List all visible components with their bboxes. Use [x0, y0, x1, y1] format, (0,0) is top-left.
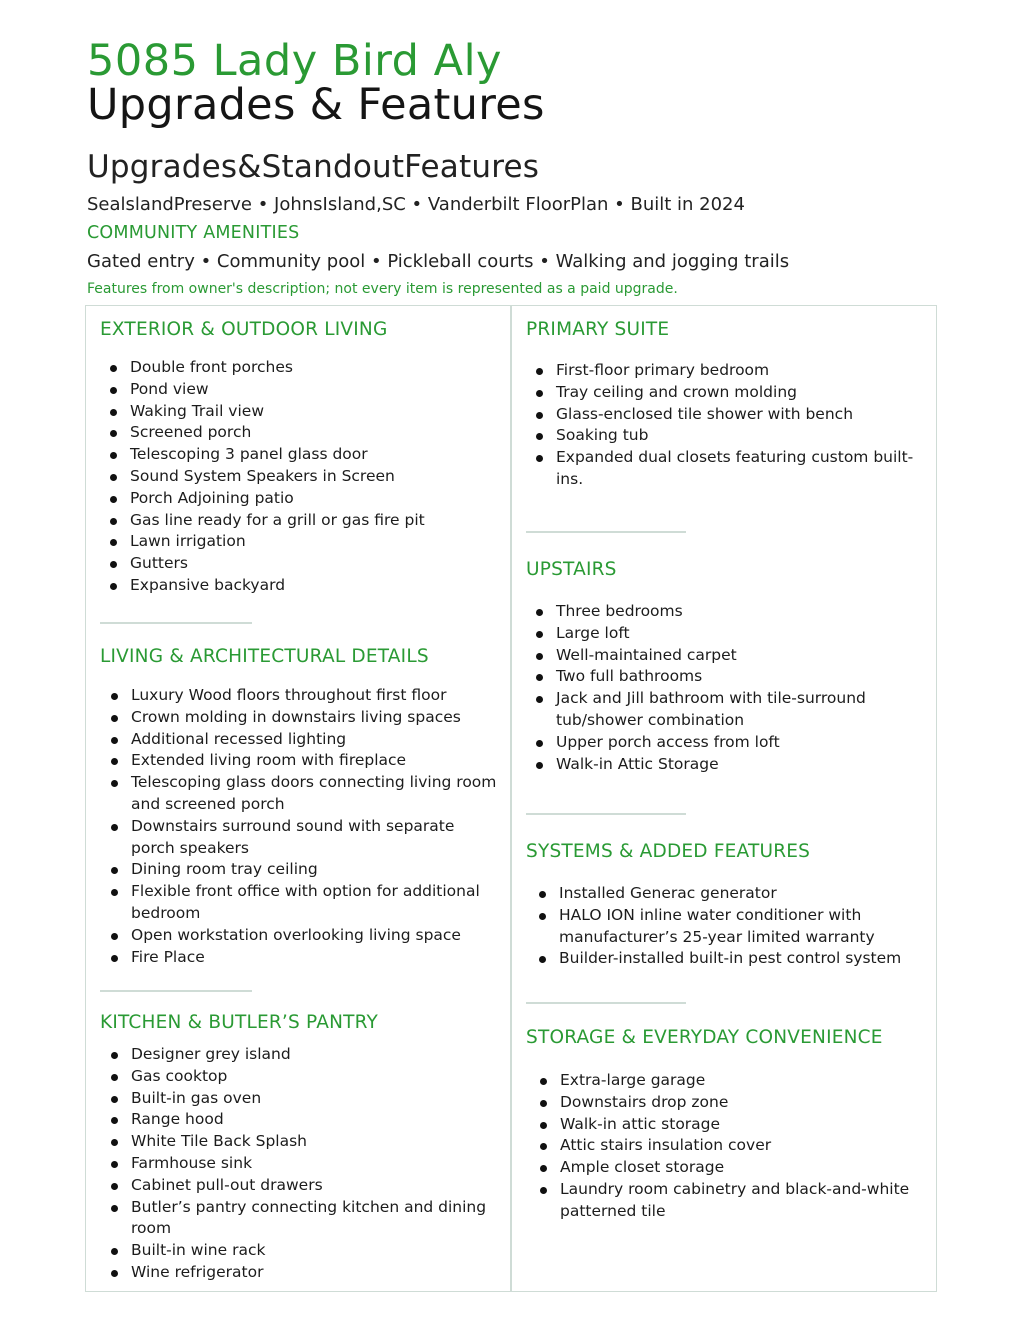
primary-suite-heading: PRIMARY SUITE: [526, 319, 670, 340]
storage-list: [560, 1070, 928, 1223]
feature-item: Double front porches: [130, 357, 500, 379]
feature-item: First-floor primary bedroom: [556, 360, 924, 382]
feature-item: Installed Generac generator: [559, 883, 927, 905]
feature-item: Jack and Jill bathroom with tile-surround tub/shower combination: [556, 688, 924, 732]
feature-item: Three bedrooms: [556, 601, 924, 623]
feature-item: White Tile Back Splash: [131, 1131, 501, 1153]
storage-heading: STORAGE & EVERYDAY CONVENIENCE: [526, 1027, 883, 1048]
feature-item: Built-in gas oven: [131, 1088, 501, 1110]
feature-item: Glass-enclosed tile shower with bench: [556, 404, 924, 426]
section-separator: [526, 531, 686, 533]
feature-item: Soaking tub: [556, 425, 924, 447]
column-divider: [510, 306, 512, 1291]
feature-item: Wine refrigerator: [131, 1262, 501, 1284]
feature-item: Expansive backyard: [130, 575, 500, 597]
document-title: Upgrades & Features: [87, 80, 545, 130]
feature-item: Walk-in Attic Storage: [556, 754, 924, 776]
feature-item: Lawn irrigation: [130, 531, 500, 553]
feature-item: Attic stairs insulation cover: [560, 1135, 928, 1157]
feature-item: Cabinet pull-out drawers: [131, 1175, 501, 1197]
kitchen-heading: KITCHEN & BUTLER’S PANTRY: [100, 1012, 378, 1033]
feature-item: HALO ION inline water conditioner with manufacturer’s 25-year limited warranty: [559, 905, 927, 949]
exterior-heading: EXTERIOR & OUTDOOR LIVING: [100, 319, 388, 340]
feature-item: Dining room tray ceiling: [131, 859, 501, 881]
feature-item: Sound System Speakers in Screen: [130, 466, 500, 488]
section-separator: [526, 813, 686, 815]
primary-suite-list: [556, 360, 924, 491]
systems-list: [559, 883, 927, 970]
feature-item: Extended living room with fireplace: [131, 750, 501, 772]
feature-item: Luxury Wood floors throughout first floor: [131, 685, 501, 707]
community-amenities-heading: COMMUNITY AMENITIES: [87, 223, 300, 243]
feature-item: Pond view: [130, 379, 500, 401]
community-amenities-list: Gated entry • Community pool • Pickleball courts • Walking and jogging trails: [87, 251, 790, 272]
feature-item: Downstairs surround sound with separate porch speakers: [131, 816, 501, 860]
upstairs-list: [556, 601, 924, 775]
upstairs-heading: UPSTAIRS: [526, 559, 617, 580]
section-separator: [100, 622, 252, 624]
feature-item: Downstairs drop zone: [560, 1092, 928, 1114]
systems-heading: SYSTEMS & ADDED FEATURES: [526, 841, 811, 862]
feature-item: Gas line ready for a grill or gas fire pit: [130, 510, 500, 532]
feature-item: Designer grey island: [131, 1044, 501, 1066]
feature-item: Farmhouse sink: [131, 1153, 501, 1175]
feature-item: Waking Trail view: [130, 401, 500, 423]
feature-item: Telescoping 3 panel glass door: [130, 444, 500, 466]
feature-item: Built-in wine rack: [131, 1240, 501, 1262]
feature-item: Well-maintained carpet: [556, 645, 924, 667]
living-heading: LIVING & ARCHITECTURAL DETAILS: [100, 646, 429, 667]
feature-item: Two full bathrooms: [556, 666, 924, 688]
feature-item: Flexible front office with option for additional bedroom: [131, 881, 501, 925]
feature-item: Telescoping glass doors connecting living room and screened porch: [131, 772, 501, 816]
feature-item: Crown molding in downstairs living spaces: [131, 707, 501, 729]
feature-item: Builder-installed built-in pest control system: [559, 948, 927, 970]
feature-item: Laundry room cabinetry and black-and-white patterned tile: [560, 1179, 928, 1223]
section-separator: [526, 1002, 686, 1004]
living-list: [131, 685, 501, 968]
location-line: SealslandPreserve • JohnsIsland,SC • Vanderbilt FloorPlan • Built in 2024: [87, 194, 745, 215]
feature-item: Large loft: [556, 623, 924, 645]
feature-item: Gas cooktop: [131, 1066, 501, 1088]
feature-item: Open workstation overlooking living space: [131, 925, 501, 947]
feature-item: Expanded dual closets featuring custom built-ins.: [556, 447, 924, 491]
kitchen-list: [131, 1044, 501, 1284]
document-subtitle: Upgrades&StandoutFeatures: [87, 149, 540, 185]
feature-item: Screened porch: [130, 422, 500, 444]
section-separator: [100, 990, 252, 992]
feature-item: Fire Place: [131, 947, 501, 969]
feature-item: Butler’s pantry connecting kitchen and dining room: [131, 1197, 501, 1241]
exterior-list: [130, 357, 500, 597]
feature-item: Tray ceiling and crown molding: [556, 382, 924, 404]
feature-item: Porch Adjoining patio: [130, 488, 500, 510]
feature-item: Gutters: [130, 553, 500, 575]
feature-item: Upper porch access from loft: [556, 732, 924, 754]
disclaimer-note: Features from owner's description; not every item is represented as a paid upgrade.: [87, 281, 678, 297]
feature-item: Range hood: [131, 1109, 501, 1131]
feature-item: Walk-in attic storage: [560, 1114, 928, 1136]
feature-item: Additional recessed lighting: [131, 729, 501, 751]
feature-item: Ample closet storage: [560, 1157, 928, 1179]
property-address: 5085 Lady Bird Aly: [87, 36, 502, 86]
feature-item: Extra-large garage: [560, 1070, 928, 1092]
